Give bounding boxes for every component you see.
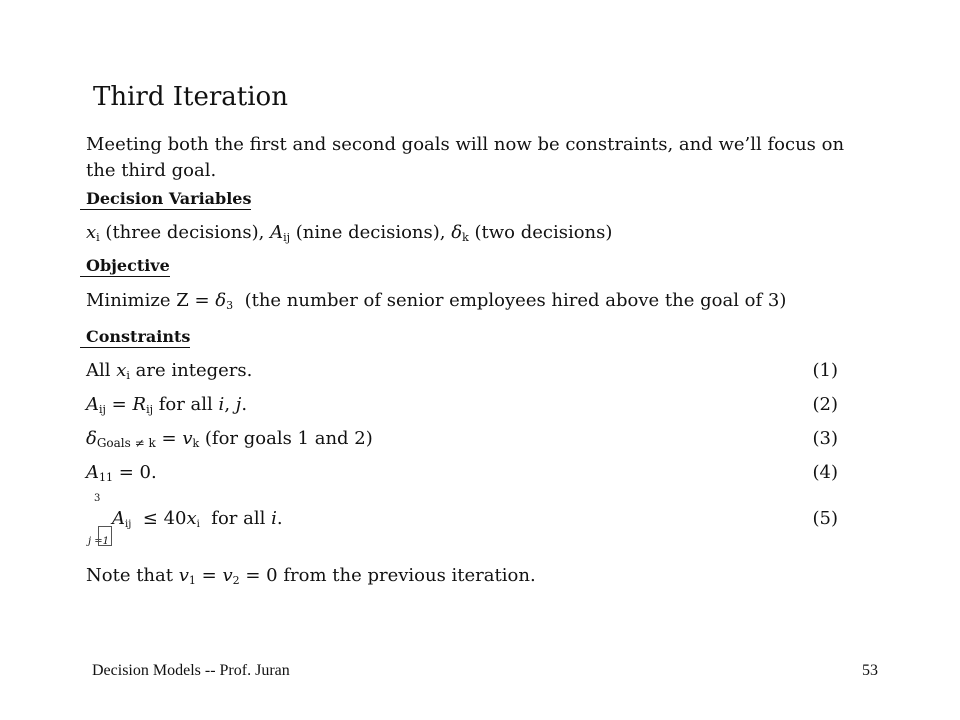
constraint-5-x: x (186, 509, 197, 530)
constraint-1-x-subscript: i (126, 369, 130, 382)
constraint-5 (98, 508, 283, 546)
equation-number-5: (5) (812, 508, 838, 529)
intro-paragraph: Meeting both the first and second goals will now be constraints, and we’ll focus on the third goal. (86, 134, 845, 181)
constraint-5-i: i (271, 509, 277, 530)
note-text: = 0 from the previous iteration. (245, 565, 536, 586)
objective-heading: Objective (80, 256, 170, 277)
constraint-3-equals: = (161, 428, 177, 449)
equation-number-3: (3) (812, 428, 838, 449)
delta-description: (two decisions) (474, 222, 613, 243)
objective-description: (the number of senior employees hired above the goal of 3) (244, 290, 787, 311)
constraint-2-i: i (218, 394, 225, 415)
constraint-2-r: R (132, 394, 147, 415)
constraint-3-v: v (182, 428, 193, 449)
constraint-4 (86, 462, 157, 484)
delta-symbol: δ (451, 222, 463, 243)
x-symbol: x (86, 222, 97, 243)
slide-title: Third Iteration (93, 82, 288, 112)
constraint-3-delta: δ (86, 428, 97, 449)
constraint-1-prefix: All (86, 360, 111, 381)
constraint-4-text: = 0. (118, 462, 157, 483)
constraint-5-x-subscript: i (196, 520, 200, 531)
a-symbol: A (270, 222, 284, 243)
constraint-3-v-subscript: k (192, 437, 200, 450)
equation-number-2: (2) (812, 394, 838, 415)
constraint-2-a: A (86, 394, 99, 415)
equation-number-4: (4) (812, 462, 838, 483)
page-number: 53 (862, 662, 878, 679)
delta-subscript: k (462, 231, 469, 244)
note-v2-subscript: 2 (232, 574, 240, 587)
constraint-2-comma: , (224, 394, 231, 415)
objective-heading-wrap (86, 256, 170, 275)
sum-upper-limit: 3 (94, 493, 101, 504)
constraint-5-text: for all (211, 509, 266, 530)
constraint-3-text: (for goals 1 and 2) (204, 428, 373, 449)
note-v2: v (222, 565, 233, 586)
footer-label: Decision Models -- Prof. Juran (92, 662, 290, 679)
note-v1: v (178, 565, 189, 586)
constraint-2-period: . (241, 394, 248, 415)
constraint-1 (86, 360, 252, 382)
constraint-3 (86, 428, 373, 450)
note-equals: = (201, 565, 217, 586)
a-subscript: ij (283, 231, 290, 244)
equation-number-1: (1) (812, 360, 838, 381)
constraint-4-a: A (86, 462, 99, 483)
constraint-4-subscript: 11 (99, 471, 113, 484)
constraint-5-period: . (276, 509, 283, 530)
objective-delta: δ (215, 290, 227, 311)
constraint-1-text: are integers. (135, 360, 253, 381)
constraint-2 (86, 394, 247, 416)
objective-subscript: 3 (226, 299, 234, 312)
decision-variables-line (86, 222, 612, 244)
constraint-5-le: ≤ 40 (142, 509, 187, 530)
constraint-5-a: A (112, 509, 125, 530)
constraint-2-text: for all (158, 394, 213, 415)
summation-icon (98, 526, 112, 546)
note-line (86, 565, 536, 587)
a-description: (nine decisions), (295, 222, 446, 243)
note-v1-subscript: 1 (188, 574, 196, 587)
constraints-heading: Constraints (80, 327, 190, 348)
decision-variables-heading-wrap (86, 189, 251, 208)
constraint-5-a-subscript: ij (125, 520, 132, 531)
sum-lower-limit: j =1 (88, 536, 110, 547)
constraint-2-equals: = (111, 394, 127, 415)
constraint-2-j: j (235, 394, 242, 415)
constraint-1-x: x (116, 360, 127, 381)
decision-variables-heading: Decision Variables (80, 189, 251, 210)
constraint-2-a-subscript: ij (99, 403, 106, 416)
constraints-heading-wrap (86, 327, 190, 346)
constraint-2-r-subscript: ij (146, 403, 153, 416)
objective-line (86, 290, 786, 312)
objective-prefix: Minimize Z = (86, 290, 210, 311)
x-description: (three decisions), (105, 222, 265, 243)
note-prefix: Note that (86, 565, 173, 586)
constraint-3-subscript: Goals ≠ k (96, 436, 156, 450)
x-subscript: i (96, 231, 100, 244)
